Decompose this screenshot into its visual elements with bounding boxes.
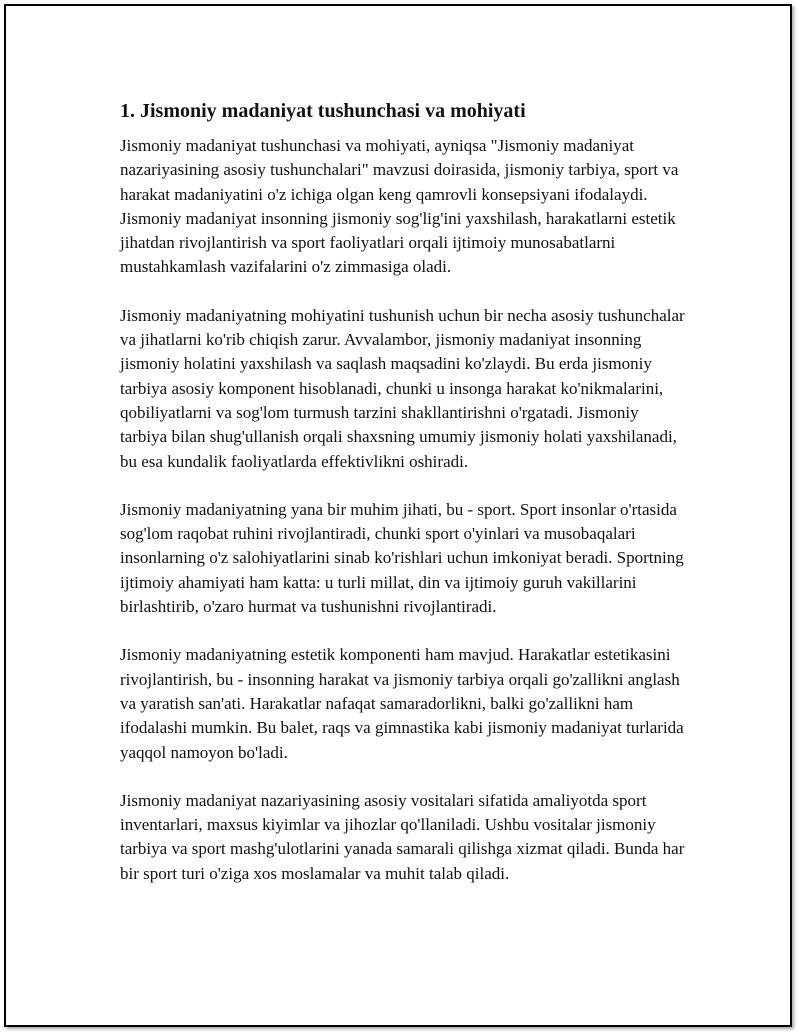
section-heading: 1. Jismoniy madaniyat tushunchasi va mohiyati [120,100,526,122]
paragraph-aesthetics: Jismoniy madaniyatning estetik komponenti ham mavjud. Harakatlar estetikasini rivojlantirish, bu - insonning harakat va jismoniy tarbiya orqali go'zallikni anglash va yaratish san'ati. Harakatlar nafaqat samaradorlikni, balki go'zallikni ham ifodalashi mumkin. Bu balet, raqs va gimnastika kabi jismoniy madaniyat turlarida yaqqol namoyon bo'ladi. [120,645,684,762]
paragraph-definition: Jismoniy madaniyat tushunchasi va mohiyati, ayniqsa "Jismoniy madaniyat nazariyasining asosiy tushunchalari" mavzusi doirasida, jismoniy tarbiya, sport va harakat madaniyatini o'z ichiga olgan keng qamrovli konsepsiyani ifodalaydi. Jismoniy madaniyat insonning jismoniy sog'lig'ini yaxshilash, harakatlarni estetik jihatdan rivojlantirish va sport faoliyatlari orqali ijtimoiy munosabatlarni mustahkamlash vazifalarini o'z zimmasiga oladi. [120,136,679,277]
paragraph-essence: Jismoniy madaniyatning mohiyatini tushunish uchun bir necha asosiy tushunchalar va jihatlarni ko'rib chiqish zarur. Avvalambor, jismoniy madaniyat insonning jismoniy holatini yaxshilash va saqlash maqsadini ko'zlaydi. Bu erda jismoniy tarbiya asosiy komponent hisoblanadi, chunki u insonga harakat ko'nikmalarini, qobiliyatlarni va sog'lom turmush tarzini shakllantirishni o'rgatadi. Jismoniy tarbiya bilan shug'ullanish orqali shaxsning umumiy jismoniy holati yaxshilanadi, bu esa kundalik faoliyatlarda effektivlikni oshiradi. [120,305,685,471]
paragraph-tools: Jismoniy madaniyat nazariyasining asosiy vositalari sifatida amaliyotda sport inventarlari, maxsus kiyimlar va jihozlar qo'llaniladi. Ushbu vositalar jismoniy tarbiya va sport mashg'ulotlarini yanada samarali qilishga xizmat qiladi. Bunda har bir sport turi o'ziga xos moslamalar va muhit talab qiladi. [120,790,685,883]
paragraph-sport: Jismoniy madaniyatning yana bir muhim jihati, bu - sport. Sport insonlar o'rtasida sog'lom raqobat ruhini rivojlantiradi, chunki sport o'yinlari va musobaqalari insonlarning o'z salohiyatlarini sinab ko'rishlari uchun imkoniyat beradi. Sportning ijtimoiy ahamiyati ham katta: u turli millat, din va ijtimoiy guruh vakillarini birlashtirib, o'zaro hurmat va tushunishni rivojlantiradi. [120,499,684,617]
document-body [120,98,686,910]
document-page [4,4,792,1027]
